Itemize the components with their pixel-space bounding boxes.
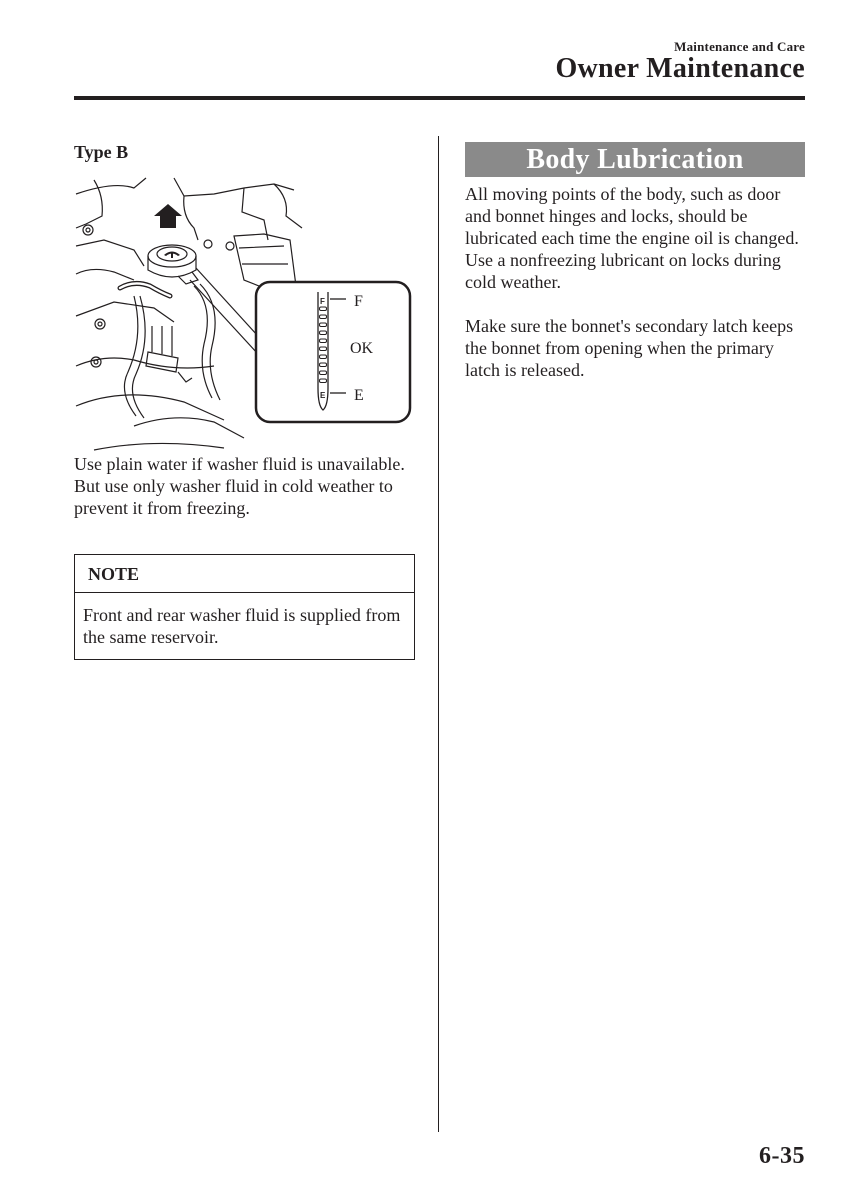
note-box bbox=[74, 554, 415, 660]
gauge-label-empty: E bbox=[354, 387, 364, 404]
type-label: Type B bbox=[74, 142, 129, 162]
washer-reservoir-illustration bbox=[74, 176, 416, 462]
paragraph: All moving points of the body, such as door and bonnet hinges and locks, should be lubricated each time the engine oil is changed. Use a nonfreezing lubricant on locks during cold weather. bbox=[465, 184, 799, 292]
note-heading: NOTE bbox=[75, 555, 414, 593]
washer-fluid-instructions bbox=[74, 453, 416, 519]
paragraph: But use only washer fluid in cold weather to prevent it from freezing. bbox=[74, 476, 393, 518]
column-divider bbox=[438, 136, 439, 1132]
gauge-mark-empty: E bbox=[320, 391, 326, 400]
paragraph: Make sure the bonnet's secondary latch keeps the bonnet from opening when the primary latch is released. bbox=[465, 316, 794, 380]
note-body: Front and rear washer fluid is supplied from the same reservoir. bbox=[83, 605, 401, 647]
header-rule bbox=[74, 96, 805, 100]
gauge-mark-full: F bbox=[320, 297, 325, 306]
header-section-name: Maintenance and Care bbox=[674, 39, 805, 54]
right-column bbox=[465, 142, 805, 381]
page-title: Owner Maintenance bbox=[555, 53, 805, 84]
left-column bbox=[74, 140, 416, 404]
paragraph: Use plain water if washer fluid is unavailable. bbox=[74, 454, 405, 474]
gauge-label-full: F bbox=[354, 293, 363, 310]
section-heading: Body Lubrication bbox=[465, 142, 805, 177]
page-number: 6-35 bbox=[759, 1143, 805, 1169]
gauge-label-ok: OK bbox=[350, 340, 374, 357]
forward-arrow-icon bbox=[154, 204, 182, 228]
